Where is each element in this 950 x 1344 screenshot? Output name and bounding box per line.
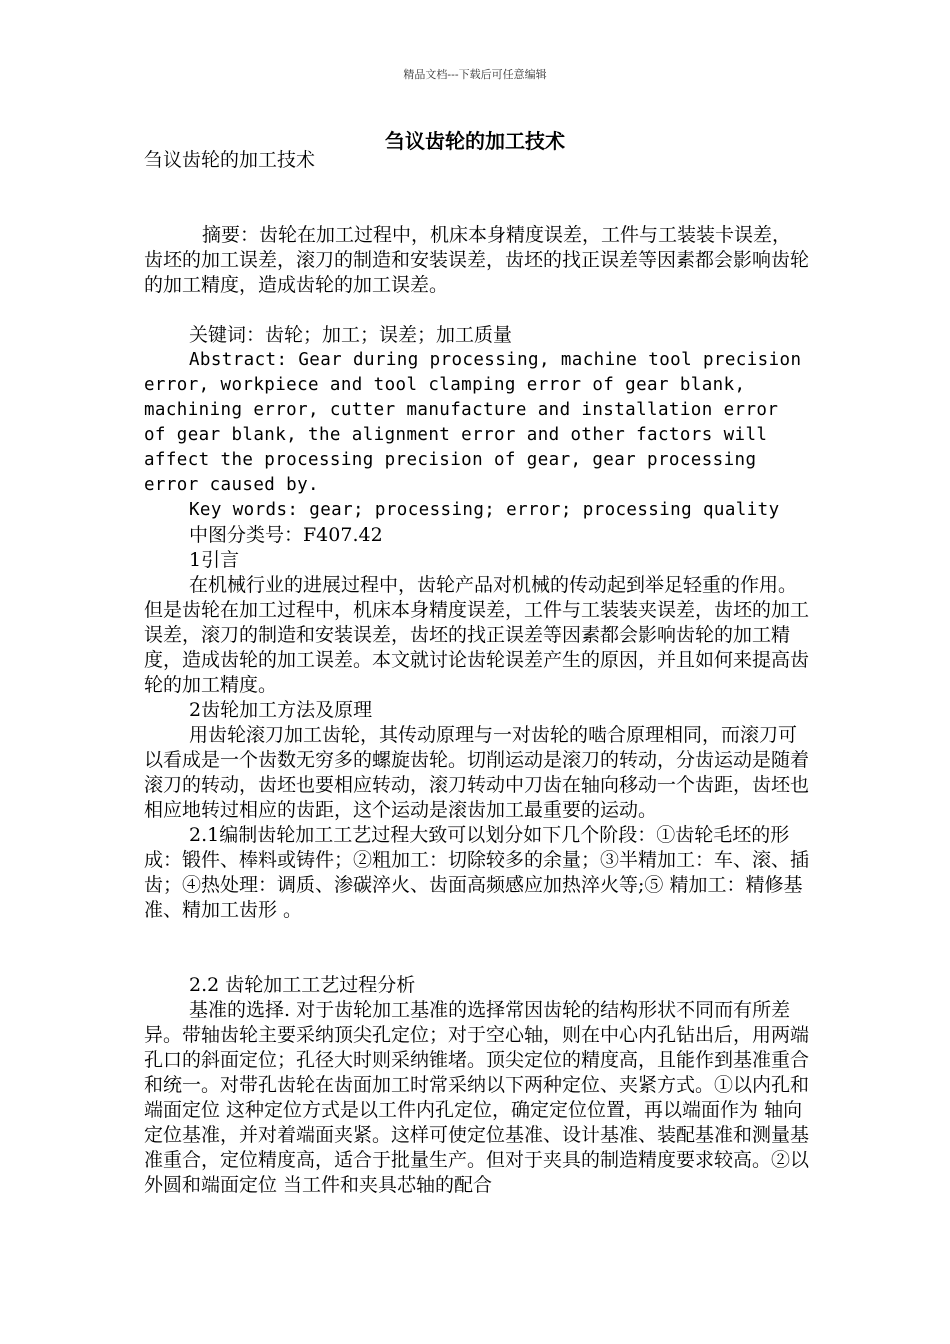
section22-heading: 2.2 齿轮加工工艺过程分析 [189, 974, 416, 996]
section22-body: 基准的选择. 对于齿轮加工基准的选择常因齿轮的结构形状不同而有所差异。带轴齿轮主要采纳顶尖孔定位；对于空心轴，则在中心内孔钻出后，用两端孔口的斜面定位；孔径大时则采纳锥堵。顶尖定位的精度高，且能作到基准重合和统一。对带孔齿轮在齿面加工时常采纳以下两种定位、夹紧方式。①以内孔和端面定位 这种定位方式是以工件内孔定位，确定定位位置，再以端面作为 轴向定位基准，并对着端面夹紧。这样可使定位基准、设计基准、装配基准和测量基准重合，定位精度高，适合于批量生产。但对于夹具的制造精度要求较高。②以外圆和端面定位 当工件和夹具芯轴的配合 [144, 999, 810, 1196]
section2-body: 用齿轮滚刀加工齿轮，其传动原理与一对齿轮的啮合原理相同，而滚刀可以看成是一个齿数无穷多的螺旋齿轮。切削运动是滚刀的转动，分齿运动是随着滚刀的转动，齿坯也要相应转动，滚刀转动中刀齿在轴向移动一个齿距，齿坯也相应地转过相应的齿距，这个运动是滚齿加工最重要的运动。 [144, 724, 810, 821]
section1-body: 在机械行业的进展过程中，齿轮产品对机械的传动起到举足轻重的作用。但是齿轮在加工过程中，机床本身精度误差，工件与工装装夹误差，齿坯的加工误差，滚刀的制造和安装误差，齿坯的找正误差等因素都会影响齿轮的加工精度，造成齿轮的加工误差。本文就讨论齿轮误差产生的原因，并且如何来提高齿轮的加工精度。 [144, 574, 810, 696]
section21-body: 2.1编制齿轮加工工艺过程大致可以划分如下几个阶段：①齿轮毛坯的形成：锻件、棒料或铸件；②粗加工：切除较多的余量；③半精加工：车、滚、插齿；④热处理：调质、渗碳淬火、齿面高频感应加热淬火等;⑤ 精加工：精修基准、精加工齿形 。 [144, 824, 810, 921]
page-header: 精品文档---下载后可任意编辑 [403, 68, 547, 81]
section2-heading: 2齿轮加工方法及原理 [189, 699, 373, 721]
keywords-cn: 关键词：齿轮；加工；误差；加工质量 [189, 324, 513, 346]
keywords-en: Key words: gear; processing; error; processing quality [189, 500, 780, 520]
classification: 中图分类号：F407.42 [189, 524, 383, 546]
subtitle: 刍议齿轮的加工技术 [144, 149, 316, 171]
document-title: 刍议齿轮的加工技术 [385, 129, 565, 153]
document-body [144, 148, 813, 1198]
section1-heading: 1引言 [189, 549, 240, 571]
abstract-cn: 摘要：齿轮在加工过程中，机床本身精度误差，工件与工装装卡误差，齿坯的加工误差，滚刀的制造和安装误差，齿坯的找正误差等因素都会影响齿轮的加工精度，造成齿轮的加工误差。 [144, 224, 810, 296]
abstract-en: Abstract: Gear during processing, machine tool precision error, workpiece and tool clamping error of gear blank, machining error, cutter manufacture and installation error of gear blank, the alignment error and other factors will affect the processing precision of gear, gear processing error caused by. [144, 350, 813, 495]
